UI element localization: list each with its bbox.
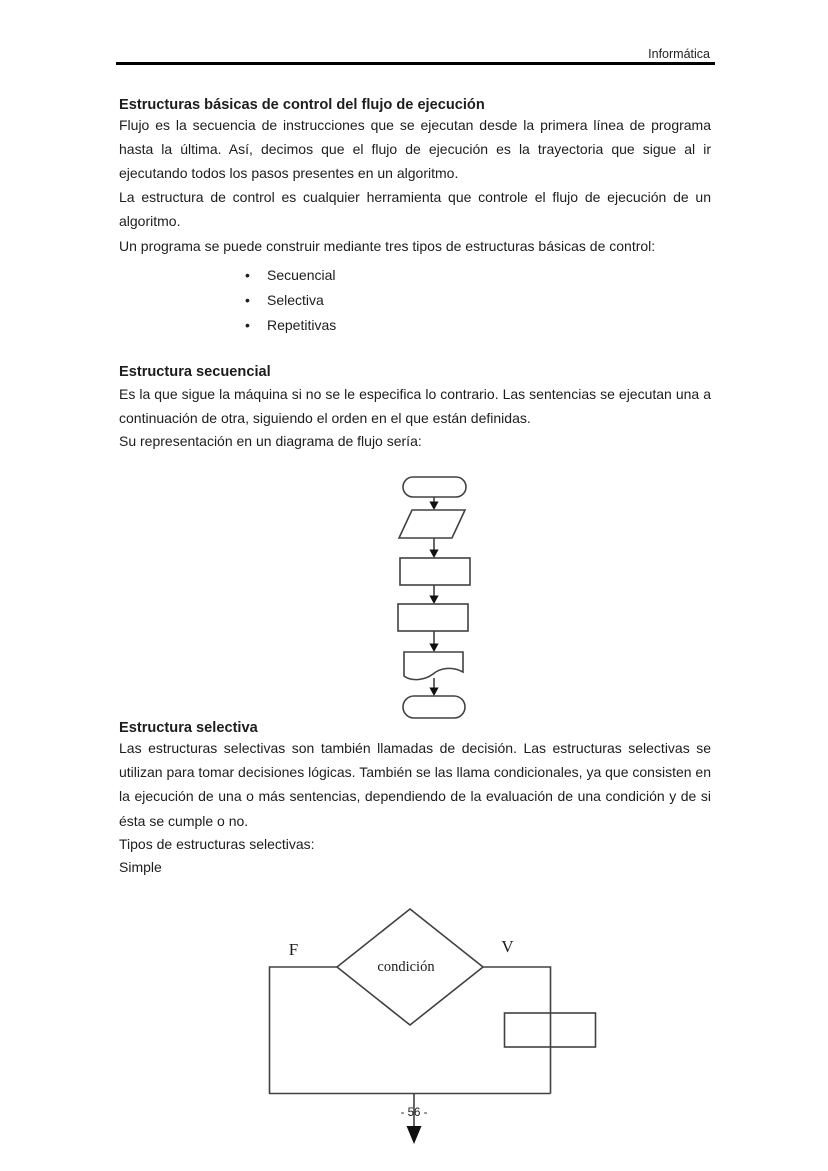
paragraph-tres-tipos: Un programa se puede construir mediante tres tipos de estructuras básicas de control:: [119, 238, 656, 254]
heading-estructura-selectiva: Estructura selectiva: [119, 720, 258, 736]
exit-arrow-icon: [407, 1126, 422, 1144]
arrow-down-icon: [429, 688, 438, 697]
bullet-icon: •: [245, 267, 250, 283]
control-types-list: [119, 263, 711, 338]
list-item-label: Secuencial: [267, 267, 336, 283]
input-parallelogram-shape: [399, 510, 465, 538]
arrow-down-icon: [429, 596, 438, 605]
paragraph-secuencial-body: [119, 382, 711, 430]
page-number: - 56 -: [400, 1107, 428, 1119]
bullet-icon: •: [245, 292, 250, 308]
document-output-shape: [404, 652, 463, 680]
text-line: Es la que sigue la máquina si no se le especifica lo contrario. Las sentencias se ejecutan una a: [119, 386, 711, 402]
process-1-shape: [400, 558, 470, 585]
text-line: Flujo es la secuencia de instrucciones que se ejecutan desde la primera línea de programa: [119, 117, 711, 133]
terminator-end-shape: [403, 696, 465, 718]
list-item: [119, 263, 711, 288]
paragraph-tipos: Tipos de estructuras selectivas:: [119, 836, 315, 852]
text-line: ejecutando todos los pasos presentes en un algoritmo.: [119, 165, 459, 182]
header-title: Informática: [648, 47, 710, 61]
text-line: algoritmo.: [119, 213, 181, 230]
text-line: Las estructuras selectivas son también llamadas de decisión. Las estructuras selectivas se: [119, 740, 711, 756]
page-title: Estructuras básicas de control del flujo de ejecución: [119, 97, 485, 113]
bullet-icon: •: [245, 317, 250, 333]
list-item-label: Selectiva: [267, 292, 324, 308]
sequential-flowchart-diagram: [390, 472, 480, 722]
text-line: hasta la última. Así, decimos que el flujo de ejecución es la trayectoria que sigue al ir: [119, 141, 711, 158]
paragraph-flujo: [119, 113, 711, 186]
list-item: [119, 288, 711, 313]
text-line: ésta se cumple o no.: [119, 812, 249, 829]
false-branch-label: F: [288, 940, 299, 959]
text-line: utilizan para tomar decisiones lógicas. También se las llama condicionales, ya que consisten en: [119, 764, 711, 781]
header-rule: [116, 62, 715, 65]
true-branch-label: V: [501, 937, 514, 956]
arrow-down-icon: [429, 502, 438, 511]
list-item: [119, 313, 711, 338]
text-line: continuación de otra, siguiendo el orden en el que están definidas.: [119, 410, 531, 427]
paragraph-selectiva-body: [119, 736, 711, 833]
arrow-down-icon: [429, 550, 438, 559]
paragraph-estructura-control: [119, 185, 711, 233]
paragraph-representacion: Su representación en un diagrama de flujo sería:: [119, 433, 422, 449]
process-2-shape: [398, 604, 468, 631]
terminator-start-shape: [403, 477, 466, 497]
text-line: La estructura de control es cualquier herramienta que controle el flujo de ejecución de un: [119, 189, 711, 205]
list-item-label: Repetitivas: [267, 317, 337, 333]
arrow-down-icon: [429, 644, 438, 653]
condition-label: condición: [377, 959, 435, 975]
text-line: la ejecución de una o más sentencias, dependiendo de la evaluación de una condición y de si: [119, 788, 711, 805]
heading-estructura-secuencial: Estructura secuencial: [119, 364, 271, 380]
paragraph-simple: Simple: [119, 859, 162, 875]
